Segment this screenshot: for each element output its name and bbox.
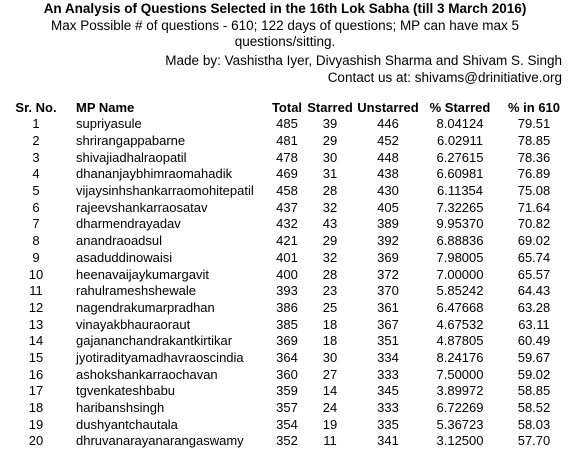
col-header-sr-no: Sr. No. <box>15 99 57 115</box>
cell-mp-name: shrirangappabarne <box>76 133 186 149</box>
cell-pct-in-610: 78.85 <box>517 133 551 149</box>
table-row <box>0 183 570 200</box>
cell-starred: 32 <box>322 249 338 265</box>
cell-total: 400 <box>276 266 298 282</box>
col-header-pct-starred: % Starred <box>429 99 491 115</box>
cell-mp-name: dhananjaybhimraomahadik <box>76 166 233 182</box>
cell-total: 393 <box>276 283 298 299</box>
made-by-text: Made by: Vashistha Iyer, Divyashish Sharma and Shivam S. Singh <box>165 53 562 68</box>
cell-pct-starred: 7.98005 <box>436 249 484 265</box>
cell-unstarred: 370 <box>377 283 399 299</box>
cell-pct-starred: 3.12500 <box>436 433 484 449</box>
cell-pct-in-610: 63.28 <box>517 299 551 315</box>
cell-sr-no: 20 <box>28 433 44 449</box>
cell-mp-name: vijaysinhshankarraomohitepatil <box>76 183 254 199</box>
cell-unstarred: 351 <box>377 333 399 349</box>
cell-starred: 43 <box>322 216 338 232</box>
cell-sr-no: 14 <box>28 333 44 349</box>
cell-total: 386 <box>276 299 298 315</box>
cell-pct-starred: 6.72269 <box>436 400 484 416</box>
cell-pct-in-610: 69.02 <box>517 233 551 249</box>
cell-starred: 18 <box>322 333 338 349</box>
cell-unstarred: 341 <box>377 433 399 449</box>
page-title: An Analysis of Questions Selected in the 16th Lok Sabha (till 3 March 2016) <box>43 1 527 16</box>
cell-sr-no: 15 <box>28 349 44 365</box>
cell-total: 458 <box>276 183 298 199</box>
cell-pct-in-610: 76.89 <box>517 166 551 182</box>
table-row <box>0 133 570 150</box>
cell-unstarred: 446 <box>377 116 399 132</box>
table-row <box>0 366 570 383</box>
table-row <box>0 316 570 333</box>
cell-starred: 29 <box>322 133 338 149</box>
cell-pct-starred: 5.36723 <box>436 416 484 432</box>
cell-pct-starred: 6.02911 <box>436 133 484 149</box>
cell-total: 485 <box>276 116 298 132</box>
cell-mp-name: jyotiradityamadhavraoscindia <box>76 349 244 365</box>
cell-mp-name: heenavaijaykumargavit <box>76 266 209 282</box>
cell-mp-name: rajeevshankarraosatav <box>76 199 208 215</box>
cell-unstarred: 345 <box>377 383 399 399</box>
cell-pct-starred: 4.67532 <box>436 316 484 332</box>
cell-unstarred: 361 <box>377 299 399 315</box>
table-header-row <box>0 98 570 116</box>
cell-pct-starred: 7.32265 <box>436 199 484 215</box>
cell-pct-in-610: 58.03 <box>517 416 551 432</box>
cell-pct-starred: 6.60981 <box>436 166 484 182</box>
cell-mp-name: asaduddinowaisi <box>76 249 173 265</box>
table-row <box>0 433 570 450</box>
cell-starred: 30 <box>322 149 338 165</box>
cell-pct-starred: 6.88836 <box>436 233 484 249</box>
cell-unstarred: 389 <box>377 216 399 232</box>
cell-pct-in-610: 64.43 <box>517 283 551 299</box>
cell-pct-starred: 3.89972 <box>436 383 484 399</box>
table-row <box>0 216 570 233</box>
table-row <box>0 300 570 317</box>
cell-pct-starred: 8.04124 <box>436 116 484 132</box>
cell-pct-in-610: 70.82 <box>517 216 551 232</box>
cell-unstarred: 333 <box>377 366 399 382</box>
cell-sr-no: 5 <box>32 183 40 199</box>
cell-total: 360 <box>276 366 298 382</box>
cell-pct-in-610: 79.51 <box>517 116 551 132</box>
cell-starred: 27 <box>322 366 338 382</box>
table-row <box>0 333 570 350</box>
cell-starred: 31 <box>322 166 338 182</box>
col-header-total: Total <box>271 99 303 115</box>
cell-pct-in-610: 58.85 <box>517 383 551 399</box>
cell-mp-name: dushyantchautala <box>76 416 178 432</box>
table-row <box>0 233 570 250</box>
cell-sr-no: 19 <box>28 416 44 432</box>
cell-starred: 24 <box>322 400 338 416</box>
cell-mp-name: anandraoadsul <box>76 233 163 249</box>
cell-total: 354 <box>276 416 298 432</box>
cell-total: 469 <box>276 166 298 182</box>
cell-starred: 23 <box>322 283 338 299</box>
cell-starred: 11 <box>323 433 337 449</box>
cell-mp-name: haribanshsingh <box>76 400 165 416</box>
cell-sr-no: 18 <box>28 400 44 416</box>
cell-sr-no: 13 <box>28 316 44 332</box>
cell-pct-in-610: 75.08 <box>517 183 551 199</box>
cell-total: 478 <box>276 149 298 165</box>
cell-starred: 28 <box>322 266 338 282</box>
cell-unstarred: 335 <box>377 416 399 432</box>
cell-sr-no: 2 <box>32 133 40 149</box>
cell-total: 421 <box>276 233 298 249</box>
cell-unstarred: 333 <box>377 400 399 416</box>
cell-sr-no: 4 <box>32 166 40 182</box>
cell-starred: 19 <box>322 416 338 432</box>
cell-unstarred: 372 <box>377 266 399 282</box>
cell-pct-starred: 7.00000 <box>436 266 484 282</box>
cell-starred: 25 <box>322 299 338 315</box>
table-row <box>0 166 570 183</box>
cell-mp-name: supriyasule <box>76 116 142 132</box>
cell-pct-in-610: 71.64 <box>517 199 551 215</box>
cell-unstarred: 448 <box>377 149 399 165</box>
col-header-pct-in-610: % in 610 <box>507 99 561 115</box>
cell-mp-name: rahulrameshshewale <box>76 283 196 299</box>
table-row <box>0 266 570 283</box>
cell-pct-starred: 9.95370 <box>436 216 484 232</box>
cell-total: 481 <box>276 133 298 149</box>
cell-starred: 18 <box>322 316 338 332</box>
cell-mp-name: shivajiadhalraopatil <box>76 149 187 165</box>
cell-pct-starred: 4.87805 <box>436 333 484 349</box>
cell-total: 432 <box>276 216 298 232</box>
cell-pct-in-610: 59.02 <box>517 366 551 382</box>
cell-sr-no: 12 <box>28 299 44 315</box>
cell-starred: 32 <box>322 199 338 215</box>
cell-mp-name: ashokshankarraochavan <box>76 366 218 382</box>
table-row <box>0 383 570 400</box>
cell-pct-in-610: 58.52 <box>517 400 551 416</box>
cell-total: 369 <box>276 333 298 349</box>
cell-sr-no: 3 <box>32 149 40 165</box>
cell-pct-in-610: 57.70 <box>517 433 551 449</box>
cell-starred: 39 <box>322 116 338 132</box>
cell-sr-no: 8 <box>32 233 40 249</box>
cell-pct-starred: 6.47668 <box>436 299 484 315</box>
cell-total: 359 <box>276 383 298 399</box>
cell-unstarred: 369 <box>377 249 399 265</box>
cell-pct-starred: 7.50000 <box>436 366 484 382</box>
cell-starred: 28 <box>322 183 338 199</box>
cell-total: 401 <box>276 249 298 265</box>
table-row <box>0 116 570 133</box>
cell-mp-name: nagendrakumarpradhan <box>76 299 215 315</box>
cell-pct-starred: 5.85242 <box>436 283 484 299</box>
table-body <box>0 116 570 450</box>
questions-table <box>0 98 570 450</box>
table-row <box>0 283 570 300</box>
table-row <box>0 416 570 433</box>
table-row <box>0 199 570 216</box>
cell-sr-no: 7 <box>32 216 40 232</box>
cell-total: 357 <box>276 400 298 416</box>
cell-pct-in-610: 59.67 <box>517 349 551 365</box>
cell-starred: 14 <box>322 383 338 399</box>
cell-sr-no: 10 <box>28 266 44 282</box>
cell-total: 364 <box>276 349 298 365</box>
table-row <box>0 350 570 367</box>
cell-unstarred: 367 <box>377 316 399 332</box>
page-subtitle: Max Possible # of questions - 610; 122 days of questions; MP can have max 5 questions/sitting. <box>50 18 520 49</box>
table-row <box>0 149 570 166</box>
table-row <box>0 400 570 417</box>
cell-pct-in-610: 65.74 <box>517 249 551 265</box>
cell-pct-starred: 8.24176 <box>436 349 484 365</box>
col-header-mp-name: MP Name <box>76 99 135 115</box>
cell-sr-no: 9 <box>32 249 40 265</box>
cell-pct-in-610: 65.57 <box>517 266 551 282</box>
cell-pct-in-610: 60.49 <box>517 333 551 349</box>
col-header-starred: Starred <box>307 99 353 115</box>
cell-mp-name: dhruvanarayanarangaswamy <box>76 433 244 449</box>
cell-mp-name: gajananchandrakantkirtikar <box>76 333 233 349</box>
cell-total: 385 <box>276 316 298 332</box>
cell-sr-no: 1 <box>32 116 40 132</box>
cell-unstarred: 438 <box>377 166 399 182</box>
col-header-unstarred: Unstarred <box>357 99 419 115</box>
cell-sr-no: 16 <box>28 366 44 382</box>
cell-pct-starred: 6.27615 <box>436 149 484 165</box>
cell-total: 352 <box>276 433 298 449</box>
cell-unstarred: 430 <box>377 183 399 199</box>
cell-sr-no: 17 <box>28 383 44 399</box>
cell-unstarred: 452 <box>377 133 399 149</box>
cell-unstarred: 405 <box>377 199 399 215</box>
cell-sr-no: 11 <box>29 283 43 299</box>
cell-unstarred: 334 <box>377 349 399 365</box>
cell-unstarred: 392 <box>377 233 399 249</box>
cell-sr-no: 6 <box>32 199 40 215</box>
cell-total: 437 <box>276 199 298 215</box>
cell-mp-name: tgvenkateshbabu <box>76 383 176 399</box>
cell-mp-name: vinayakbhauraoraut <box>76 316 191 332</box>
table-row <box>0 250 570 267</box>
cell-pct-in-610: 78.36 <box>517 149 551 165</box>
cell-mp-name: dharmendrayadav <box>76 216 181 232</box>
cell-pct-starred: 6.11354 <box>436 183 484 199</box>
cell-starred: 29 <box>322 233 338 249</box>
cell-starred: 30 <box>322 349 338 365</box>
contact-text: Contact us at: shivams@drinitiative.org <box>327 70 562 85</box>
cell-pct-in-610: 63.11 <box>518 316 550 332</box>
credits-block <box>165 52 562 86</box>
